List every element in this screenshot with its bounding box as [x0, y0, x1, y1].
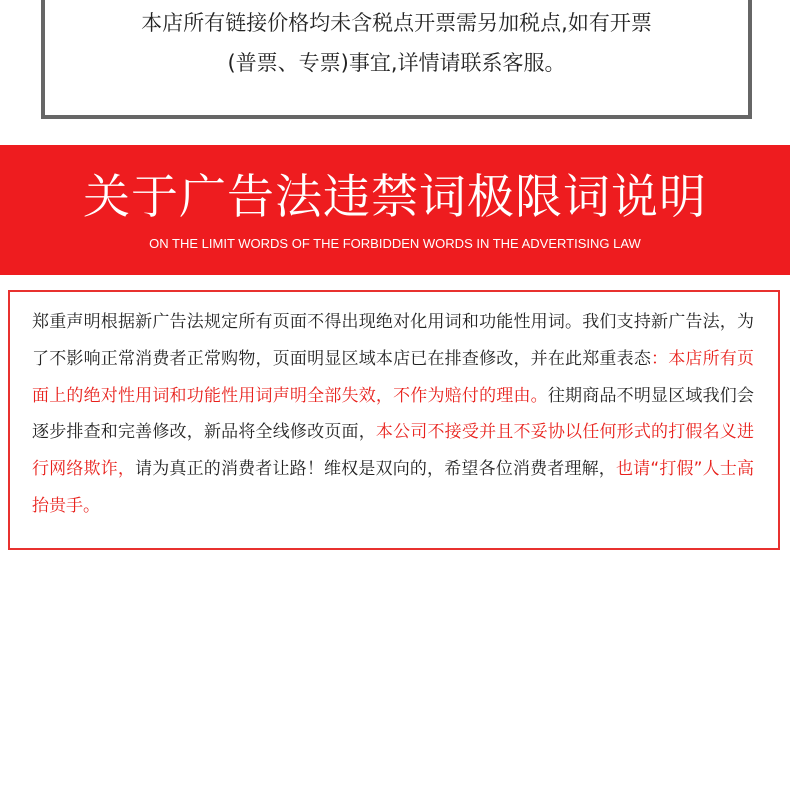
statement-product-review: 往期商品不明显区域我们会逐步排查和完善修改，新品将全线修改页面，	[32, 385, 755, 443]
statement-consumer-request: 请为真正的消费者让路！维权是双向的，希望各位消费者理解，	[135, 459, 616, 480]
banner-subtitle: ON THE LIMIT WORDS OF THE FORBIDDEN WORDS IN THE ADVERTISING LAW	[149, 236, 641, 251]
statement-invalid-words-declaration: ：本店所有页面上的绝对性用词和功能性用词声明全部失效，不作为赔付的理由。	[32, 348, 755, 406]
advertising-law-banner	[0, 145, 790, 275]
statement-intro: 郑重声明根据新广告法规定所有页面不得出现绝对化用词和功能性用词。我们支持新广告法，为了不影响正常消费者正常购物，页面明显区域本店已在排查修改，并在此郑重表态	[32, 312, 754, 369]
tax-notice-line-2: (普票、专票)事宜,详情请联系客服。	[227, 51, 566, 75]
legal-statement-text	[32, 304, 754, 525]
banner-title: 关于广告法违禁词极限词说明	[83, 170, 707, 225]
tax-invoice-notice	[41, 0, 752, 119]
tax-notice-line-1: 本店所有链接价格均未含税点开票需另加税点,如有开票	[141, 11, 652, 35]
statement-closing-request: 也请“打假”人士高抬贵手。	[32, 459, 755, 516]
legal-statement-box	[8, 290, 780, 550]
statement-anti-fraud-warning: 本公司不接受并且不妥协以任何形式的打假名义进行网络欺诈，	[32, 422, 755, 480]
